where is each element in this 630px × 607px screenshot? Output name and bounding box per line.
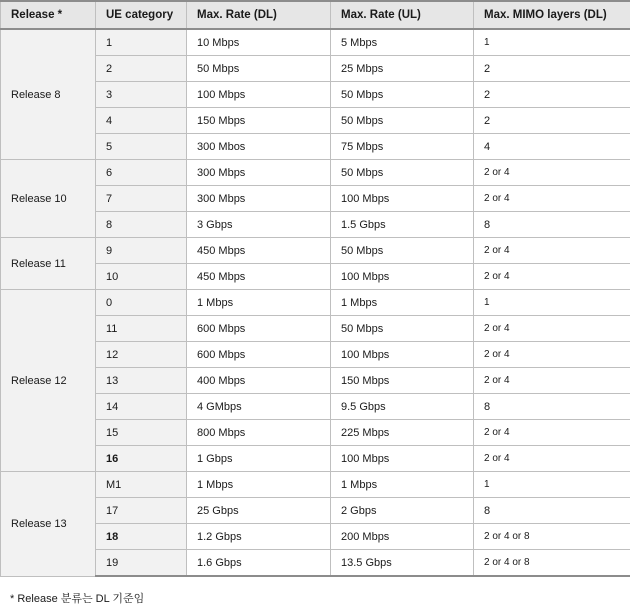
- max-mimo-layers-cell: 2 or 4 or 8: [474, 550, 630, 577]
- max-rate-dl-cell: 600 Mbps: [187, 316, 331, 342]
- max-mimo-layers-cell: 2: [474, 82, 630, 108]
- max-rate-ul-cell: 75 Mbps: [331, 134, 474, 160]
- header-max-rate-ul: Max. Rate (UL): [331, 1, 474, 29]
- table-row: [1, 472, 630, 498]
- table-row: [1, 186, 630, 212]
- ue-category-cell: 4: [96, 108, 187, 134]
- ue-category-cell: 5: [96, 134, 187, 160]
- table-row: [1, 160, 630, 186]
- max-rate-dl-cell: 450 Mbps: [187, 264, 331, 290]
- release-cell: Release 8: [1, 29, 96, 160]
- ue-category-cell: 12: [96, 342, 187, 368]
- header-max-mimo-layers: Max. MIMO layers (DL): [474, 1, 630, 29]
- ue-category-cell: 15: [96, 420, 187, 446]
- max-rate-dl-cell: 10 Mbps: [187, 29, 331, 56]
- ue-category-cell: 8: [96, 212, 187, 238]
- max-rate-dl-cell: 3 Gbps: [187, 212, 331, 238]
- max-rate-ul-cell: 225 Mbps: [331, 420, 474, 446]
- max-rate-dl-cell: 1 Mbps: [187, 290, 331, 316]
- table-row: [1, 238, 630, 264]
- table-row: [1, 290, 630, 316]
- max-rate-ul-cell: 50 Mbps: [331, 108, 474, 134]
- max-mimo-layers-cell: 2: [474, 56, 630, 82]
- table-row: [1, 420, 630, 446]
- ue-category-cell: 1: [96, 29, 187, 56]
- footnote: * Release 분류는 DL 기준임: [10, 593, 145, 605]
- release-cell: Release 12: [1, 290, 96, 472]
- max-rate-ul-cell: 1.5 Gbps: [331, 212, 474, 238]
- max-rate-ul-cell: 100 Mbps: [331, 342, 474, 368]
- max-mimo-layers-cell: 1: [474, 290, 630, 316]
- max-rate-dl-cell: 300 Mbps: [187, 160, 331, 186]
- max-rate-ul-cell: 200 Mbps: [331, 524, 474, 550]
- max-rate-dl-cell: 300 Mbps: [187, 186, 331, 212]
- max-rate-ul-cell: 50 Mbps: [331, 238, 474, 264]
- ue-category-cell: 3: [96, 82, 187, 108]
- header-max-rate-dl: Max. Rate (DL): [187, 1, 331, 29]
- max-mimo-layers-cell: 1: [474, 472, 630, 498]
- ue-category-cell: 19: [96, 550, 187, 577]
- table-row: [1, 56, 630, 82]
- table-header-row: [1, 1, 630, 29]
- max-rate-dl-cell: 1.6 Gbps: [187, 550, 331, 577]
- max-rate-dl-cell: 100 Mbps: [187, 82, 331, 108]
- ue-category-cell: 14: [96, 394, 187, 420]
- max-mimo-layers-cell: 2 or 4: [474, 316, 630, 342]
- max-mimo-layers-cell: 2 or 4: [474, 264, 630, 290]
- header-ue-category: UE category: [96, 1, 187, 29]
- max-rate-ul-cell: 50 Mbps: [331, 160, 474, 186]
- max-rate-ul-cell: 9.5 Gbps: [331, 394, 474, 420]
- table-row: [1, 342, 630, 368]
- max-rate-dl-cell: 800 Mbps: [187, 420, 331, 446]
- max-mimo-layers-cell: 2 or 4: [474, 160, 630, 186]
- ue-category-cell: 2: [96, 56, 187, 82]
- max-rate-dl-cell: 150 Mbps: [187, 108, 331, 134]
- ue-category-cell: 17: [96, 498, 187, 524]
- max-mimo-layers-cell: 4: [474, 134, 630, 160]
- table-row: [1, 316, 630, 342]
- max-mimo-layers-cell: 2 or 4 or 8: [474, 524, 630, 550]
- table-row: [1, 108, 630, 134]
- table-row: [1, 264, 630, 290]
- table-row: [1, 368, 630, 394]
- max-rate-dl-cell: 400 Mbps: [187, 368, 331, 394]
- ue-category-cell: 9: [96, 238, 187, 264]
- max-rate-dl-cell: 300 Mbos: [187, 134, 331, 160]
- max-rate-ul-cell: 2 Gbps: [331, 498, 474, 524]
- max-mimo-layers-cell: 2 or 4: [474, 368, 630, 394]
- ue-category-cell: 0: [96, 290, 187, 316]
- max-rate-dl-cell: 450 Mbps: [187, 238, 331, 264]
- max-mimo-layers-cell: 8: [474, 212, 630, 238]
- max-mimo-layers-cell: 2 or 4: [474, 186, 630, 212]
- max-rate-ul-cell: 13.5 Gbps: [331, 550, 474, 577]
- max-mimo-layers-cell: 8: [474, 394, 630, 420]
- ue-category-cell: 11: [96, 316, 187, 342]
- table-row: [1, 446, 630, 472]
- max-rate-ul-cell: 50 Mbps: [331, 316, 474, 342]
- max-rate-dl-cell: 600 Mbps: [187, 342, 331, 368]
- release-cell: Release 13: [1, 472, 96, 577]
- header-release: Release *: [1, 1, 96, 29]
- max-rate-ul-cell: 100 Mbps: [331, 446, 474, 472]
- table-row: [1, 212, 630, 238]
- max-rate-ul-cell: 100 Mbps: [331, 186, 474, 212]
- release-cell: Release 10: [1, 160, 96, 238]
- max-mimo-layers-cell: 8: [474, 498, 630, 524]
- max-rate-ul-cell: 50 Mbps: [331, 82, 474, 108]
- max-mimo-layers-cell: 2 or 4: [474, 446, 630, 472]
- max-rate-ul-cell: 1 Mbps: [331, 290, 474, 316]
- max-rate-dl-cell: 25 Gbps: [187, 498, 331, 524]
- max-rate-ul-cell: 100 Mbps: [331, 264, 474, 290]
- max-rate-dl-cell: 1.2 Gbps: [187, 524, 331, 550]
- ue-category-cell: 16: [96, 446, 187, 472]
- table-row: [1, 394, 630, 420]
- max-rate-ul-cell: 5 Mbps: [331, 29, 474, 56]
- max-mimo-layers-cell: 2 or 4: [474, 238, 630, 264]
- max-rate-dl-cell: 1 Gbps: [187, 446, 331, 472]
- max-rate-ul-cell: 1 Mbps: [331, 472, 474, 498]
- table-row: [1, 29, 630, 56]
- max-rate-dl-cell: 4 GMbps: [187, 394, 331, 420]
- max-mimo-layers-cell: 2 or 4: [474, 420, 630, 446]
- max-rate-ul-cell: 25 Mbps: [331, 56, 474, 82]
- table-row: [1, 524, 630, 550]
- max-mimo-layers-cell: 2: [474, 108, 630, 134]
- ue-category-cell: 6: [96, 160, 187, 186]
- ue-category-cell: M1: [96, 472, 187, 498]
- release-cell: Release 11: [1, 238, 96, 290]
- table-body: [1, 29, 630, 576]
- ue-category-cell: 10: [96, 264, 187, 290]
- ue-category-cell: 18: [96, 524, 187, 550]
- max-mimo-layers-cell: 2 or 4: [474, 342, 630, 368]
- table-row: [1, 82, 630, 108]
- max-rate-dl-cell: 1 Mbps: [187, 472, 331, 498]
- ue-category-cell: 13: [96, 368, 187, 394]
- max-rate-dl-cell: 50 Mbps: [187, 56, 331, 82]
- max-mimo-layers-cell: 1: [474, 29, 630, 56]
- table-row: [1, 550, 630, 577]
- table-row: [1, 134, 630, 160]
- max-rate-ul-cell: 150 Mbps: [331, 368, 474, 394]
- table-row: [1, 498, 630, 524]
- ue-category-cell: 7: [96, 186, 187, 212]
